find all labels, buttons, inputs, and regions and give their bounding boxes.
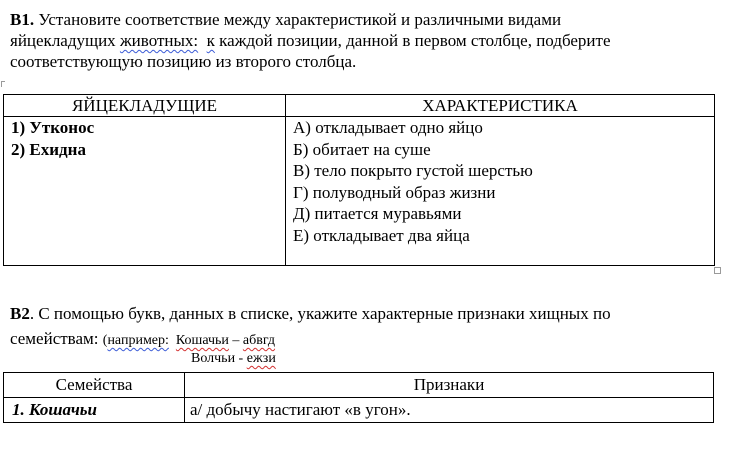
b2-label: В2	[10, 304, 30, 323]
animal-item: 1) Утконос	[11, 118, 95, 137]
table-resize-handle[interactable]	[714, 267, 721, 274]
spelling-mark: ежзи	[246, 351, 276, 366]
animal-item: 2) Ехидна	[11, 140, 86, 159]
matching-table	[3, 94, 715, 266]
families-table	[3, 372, 714, 423]
trait-item: Г) полуводный образ жизни	[293, 182, 496, 202]
spelling-mark: Кошачьи	[175, 333, 229, 348]
traits-cell	[286, 117, 715, 266]
b2-line-2: семействам: (например: Кошачьи – абвгд	[10, 329, 276, 348]
col-header-oviparous: ЯЙЦЕКЛАДУЩИЕ	[4, 95, 286, 117]
trait-item: В) тело покрыто густой шерстью	[293, 161, 533, 180]
trait-item: Д) питается муравьями	[293, 204, 462, 223]
b1-question	[10, 9, 730, 72]
trait-item: Б) обитает на суше	[293, 139, 431, 159]
grammar-mark: животных:	[119, 31, 199, 50]
trait-item: Е) откладывает два яйца	[293, 225, 470, 245]
feature-cell: а/ добычу настигают «в угон».	[185, 398, 714, 423]
b2-question	[10, 303, 730, 351]
b2-example-line: Волчьи - ежзи	[191, 351, 276, 366]
b1-label: В1.	[10, 10, 35, 29]
trait-item: А) откладывает одно яйцо	[293, 118, 483, 137]
col-header-characteristic: ХАРАКТЕРИСТИКА	[286, 95, 715, 117]
b1-line-2: яйцекладущих животных: к каждой позиции, данной в первом столбце, подберите	[10, 31, 611, 50]
b2-line-1: В2. С помощью букв, данных в списке, укажите характерные признаки хищных по	[10, 304, 611, 323]
b1-line-3: соответствующую позицию из второго столбца.	[10, 52, 357, 71]
col-header-families: Семейства	[4, 373, 185, 398]
animals-cell	[4, 117, 286, 266]
grammar-mark: к	[206, 31, 215, 50]
b1-line-1: В1. Установите соответствие между характеристикой и различными видами	[10, 10, 562, 29]
family-cell: 1. Кошачьи	[4, 398, 185, 423]
col-header-features: Признаки	[185, 373, 714, 398]
table-anchor-icon	[1, 81, 5, 87]
grammar-mark: например:	[107, 333, 169, 348]
spelling-mark: абвгд	[242, 333, 276, 348]
